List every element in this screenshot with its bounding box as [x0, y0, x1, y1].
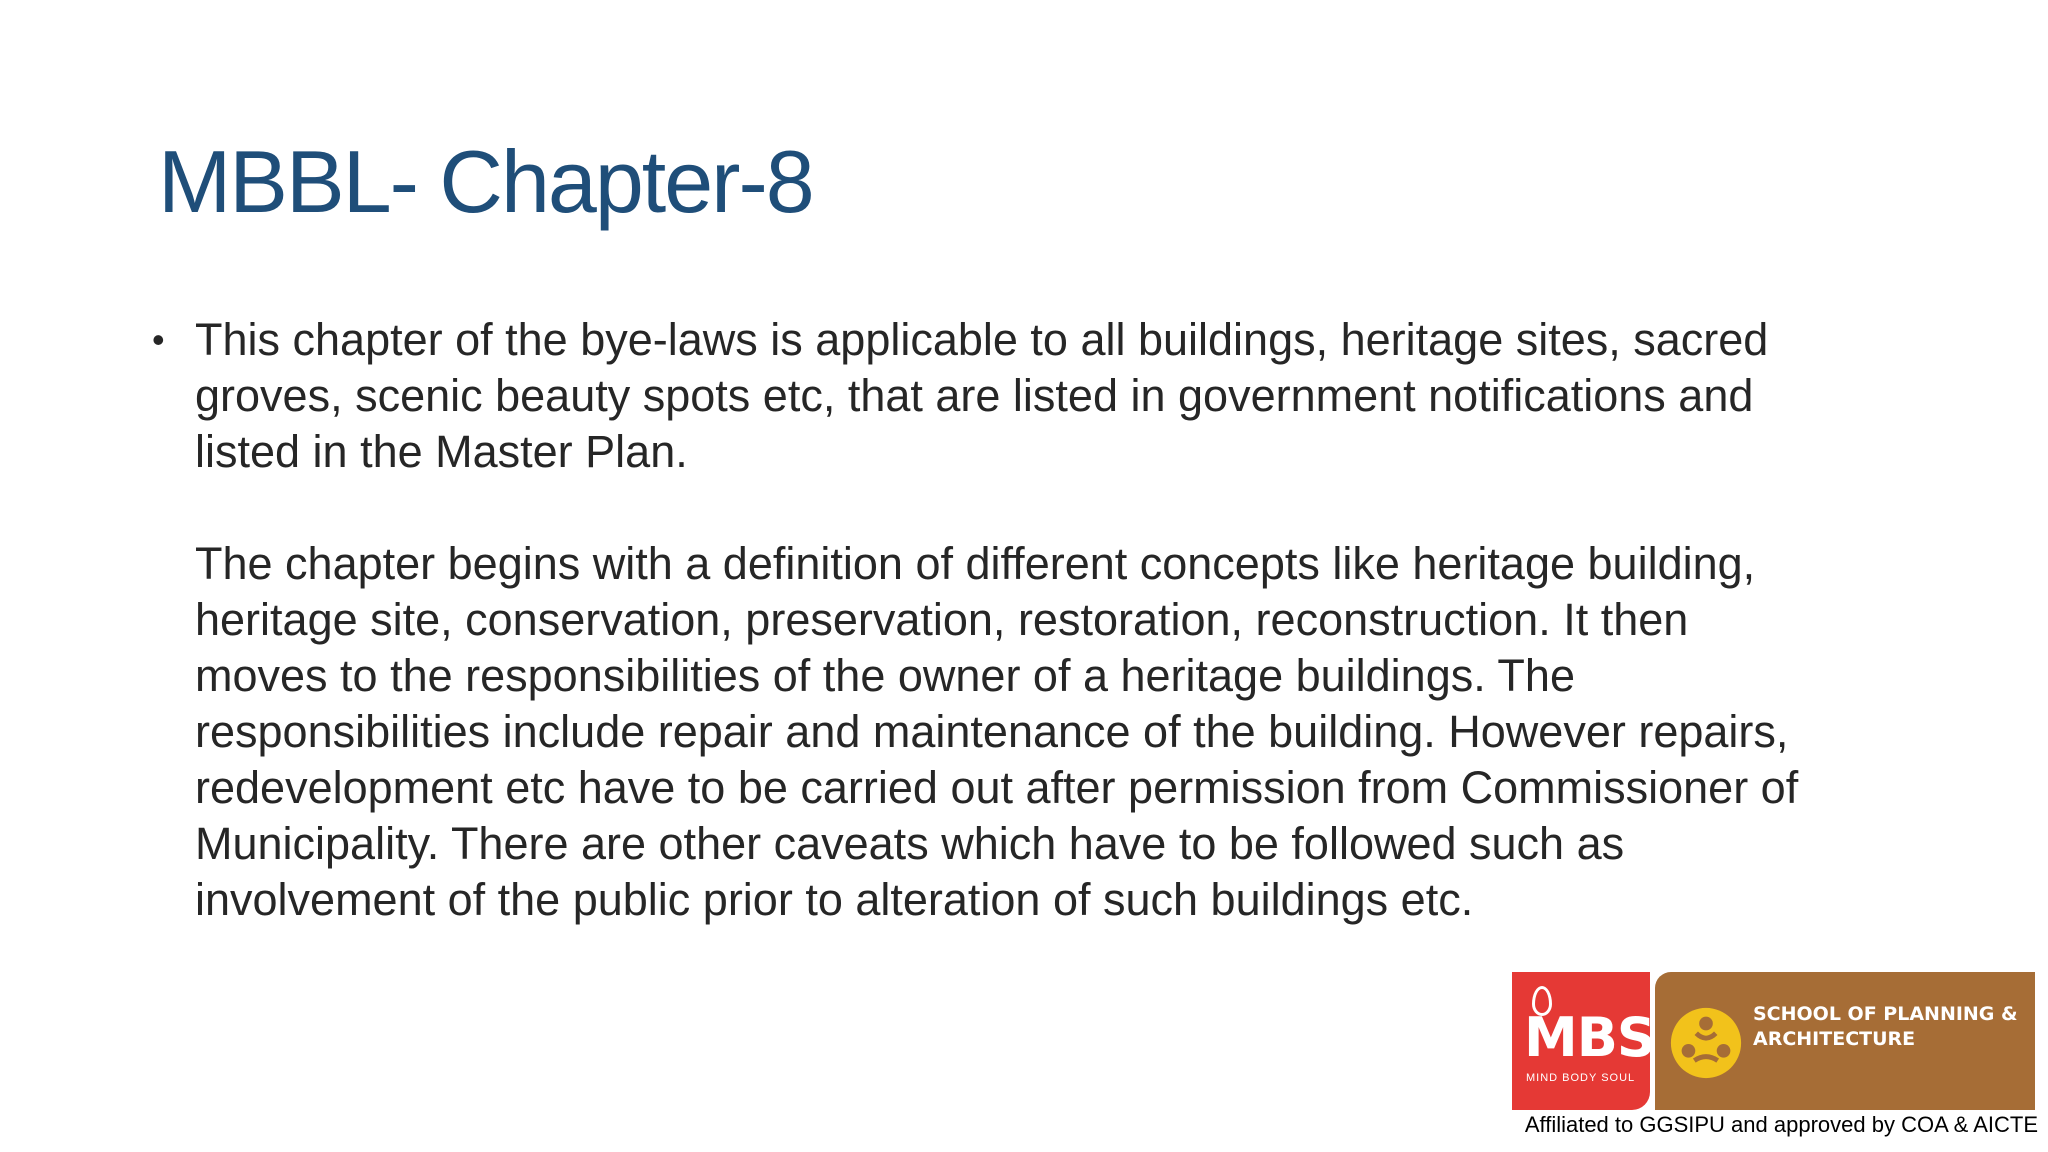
- mbs-logo: [1512, 972, 1655, 1110]
- body-line: Municipality. There are other caveats which have to be followed such as: [195, 818, 1625, 869]
- body-line: heritage site, conservation, preservation, restoration, reconstruction. It then: [195, 594, 1689, 645]
- body-line: redevelopment etc have to be carried out after permission from Commissioner of: [195, 762, 1799, 813]
- body-line: This chapter of the bye-laws is applicable to all buildings, heritage sites, sacred: [195, 314, 1769, 365]
- affiliation-text: Affiliated to GGSIPU and approved by COA & AICTE: [1524, 1112, 2038, 1137]
- spa-line-1: SCHOOL OF PLANNING &: [1753, 1003, 2018, 1025]
- spa-logo: [1655, 972, 2035, 1110]
- spa-line-2: ARCHITECTURE: [1753, 1028, 1916, 1050]
- body-line: moves to the responsibilities of the owner of a heritage buildings. The: [195, 650, 1575, 701]
- slide-title: MBBL- Chapter-8: [158, 132, 813, 231]
- slide-body: [152, 312, 1912, 984]
- spa-logo-text: [1753, 1002, 2018, 1052]
- mbs-tagline: MIND BODY SOUL: [1526, 1072, 1636, 1084]
- bullet-icon: •: [152, 319, 165, 360]
- body-line: involvement of the public prior to alteration of such buildings etc.: [195, 874, 1474, 925]
- paragraph-applicability: [195, 312, 1912, 480]
- body-line: responsibilities include repair and maintenance of the building. However repairs,: [195, 706, 1789, 757]
- body-line: groves, scenic beauty spots etc, that are listed in government notifications and: [195, 370, 1754, 421]
- mbs-logo-text: MBS: [1524, 1006, 1655, 1069]
- institution-logo: [1512, 972, 2035, 1110]
- paragraph-definitions: [195, 536, 1912, 928]
- body-line: The chapter begins with a definition of different concepts like heritage building,: [195, 538, 1756, 589]
- body-line: listed in the Master Plan.: [195, 426, 688, 477]
- people-circle-icon: [1667, 1004, 1745, 1082]
